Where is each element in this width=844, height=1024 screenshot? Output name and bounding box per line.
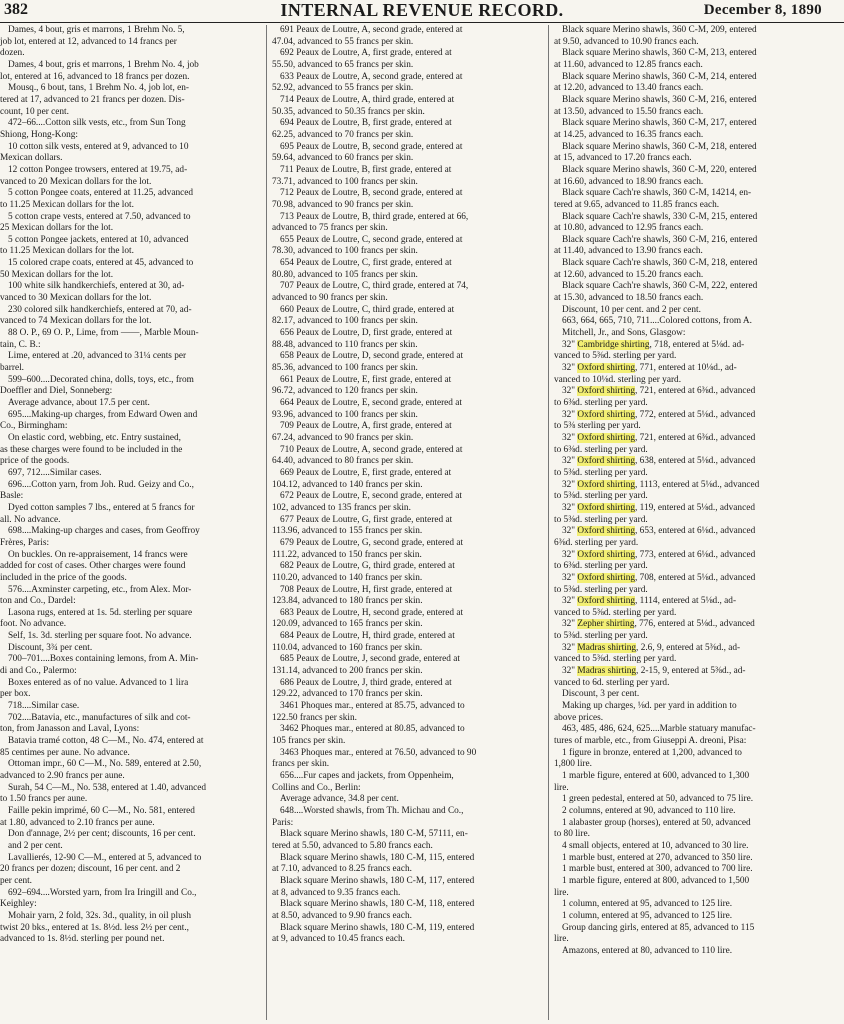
text-line: Dames, 4 bout, gris et marrons, 1 Brehm No. 5, <box>8 25 185 35</box>
text-line: 105 francs per skin. <box>272 736 346 747</box>
text-line: Discount, 10 per cent. and 2 per cent. <box>562 304 701 315</box>
text-line: 1 marble bust, entered at 270, advanced to 350 lire. <box>562 852 753 863</box>
text-line: at 14.25, advanced to 16.35 francs each. <box>554 129 704 140</box>
text-line: and 2 per cent. <box>8 840 63 851</box>
text-line: at 10.80, advanced to 12.95 francs each. <box>554 223 704 234</box>
text-line: 1 marble bust, entered at 300, advanced to 700 lire. <box>562 864 753 875</box>
text-line: 686 Peaux de Loutre, J, third grade, entered at <box>280 677 452 688</box>
text-line: 6⅜d. sterling per yard. <box>554 537 639 548</box>
text-line: vanced to 10⅛d. sterling per yard. <box>554 374 682 385</box>
text-line: to 5⅜d. sterling per yard. <box>554 631 648 642</box>
text-line: at 9, advanced to 10.45 francs each. <box>272 934 405 945</box>
text-line: Black square Merino shawls, 360 C-M, 216, entered <box>562 94 757 105</box>
text-line: 696....Cotton yarn, from Joh. Rud. Geizy and Co., <box>8 479 194 490</box>
text-line: 712 Peaux de Loutre, B, second grade, entered at <box>280 188 463 199</box>
text-line: 714 Peaux de Loutre, A, third grade, entered at <box>280 94 455 105</box>
text-line: 10 cotton silk vests, entered at 9, advanced to 10 <box>8 141 189 152</box>
text-line: 50 Mexican dollars for the lot. <box>0 269 114 280</box>
text-line: foot. No advance. <box>0 619 67 630</box>
text-line: 85 centimes per aune. No advance. <box>0 747 130 758</box>
text-line: at 8, advanced to 9.35 francs each. <box>272 887 401 898</box>
text-line: Dames, 4 bout, gris et marrons, 1 Brehm No. 4, job <box>8 59 199 70</box>
text-line: Basle: <box>0 491 24 502</box>
text-line: Collins and Co., Berlin: <box>272 782 361 793</box>
text-line: Group dancing girls, entered at 85, advanced to 115 <box>562 922 755 933</box>
text-line: Self, 1s. 3d. sterling per square foot. No advance. <box>8 631 192 642</box>
text-line: 1 column, entered at 95, advanced to 125 lire. <box>562 910 733 921</box>
text-line: 70.98, advanced to 90 francs per skin. <box>272 199 414 210</box>
text-line: 2 columns, entered at 90, advanced to 110 lire. <box>562 805 736 816</box>
text-line: 32" Oxford shirting, 773, entered at 6⅛d., advanced <box>562 549 756 560</box>
publication-title: INTERNAL REVENUE RECORD. <box>280 0 564 20</box>
text-line: Making up charges, ⅛d. per yard in addition to <box>562 701 737 712</box>
text-line: 32" Oxford shirting, 1114, entered at 5⅛d., ad- <box>562 596 737 607</box>
text-line: Amazons, entered at 80, advanced to 110 lire. <box>562 945 733 956</box>
text-line: Co., Birmingham: <box>0 421 68 432</box>
text-line: lire. <box>554 887 569 898</box>
page-header <box>0 0 844 23</box>
text-line: 633 Peaux de Loutre, A, second grade, entered at <box>280 71 463 82</box>
text-line: to 6⅜d. sterling per yard. <box>554 444 648 455</box>
text-line: 78.30, advanced to 100 francs per skin. <box>272 246 418 257</box>
text-line: 1 alabaster group (horses), entered at 50, advanced <box>562 817 751 828</box>
text-line: at 7.10, advanced to 8.25 francs each. <box>272 864 412 875</box>
text-line: 679 Peaux de Loutre, G, second grade, entered at <box>280 537 464 548</box>
text-line: 654 Peaux de Loutre, C, first grade, entered at <box>280 258 452 269</box>
text-line: lot, entered at 16, advanced to 18 francs per dozen. <box>0 71 190 82</box>
text-line: 698....Making-up charges and cases, from Geoffroy <box>8 526 200 537</box>
search-highlight: Oxford shirting <box>577 386 636 397</box>
text-line: Average advance, 34.8 per cent. <box>280 794 399 805</box>
text-line: Don d'annage, 2½ per cent; discounts, 16 per cent. <box>8 829 196 840</box>
text-line: 110.20, advanced to 140 francs per skin. <box>272 572 423 583</box>
text-line: tain, C. B.: <box>0 339 41 350</box>
text-line: ton and Co., Dardel: <box>0 596 76 607</box>
text-line: above prices. <box>554 712 604 723</box>
search-highlight: Oxford shirting <box>577 456 636 467</box>
text-line: 73.71, advanced to 100 francs per skin. <box>272 176 418 187</box>
text-line: 710 Peaux de Loutre, A, second grade, entered at <box>280 444 463 455</box>
text-line: 82.17, advanced to 100 francs per skin. <box>272 316 418 327</box>
text-line: 230 colored silk handkerchiefs, entered at 70, ad- <box>8 304 192 315</box>
text-line: vanced to 30 Mexican dollars for the lot. <box>0 293 152 304</box>
text-line: 52.92, advanced to 55 francs per skin. <box>272 83 414 94</box>
text-line: 1 marble figure, entered at 600, advanced to 1,300 <box>562 771 750 781</box>
text-line: included in the price of the goods. <box>0 572 127 583</box>
text-line: 62.25, advanced to 70 francs per skin. <box>272 129 414 140</box>
text-line: 708 Peaux de Loutre, H, first grade, entered at <box>280 584 453 595</box>
text-line: Black square Merino shawls, 360 C-M, 217, entered <box>562 118 757 129</box>
text-line: Average advance, about 17.5 per cent. <box>8 398 150 408</box>
text-line: at 15.30, advanced to 18.50 francs each. <box>554 293 704 304</box>
text-line: 32" Zepher shirting, 776, entered at 5⅛d., advanced <box>562 619 755 630</box>
text-line: dozen. <box>0 48 25 59</box>
text-line: 93.96, advanced to 100 francs per skin. <box>272 409 418 420</box>
search-highlight: Oxford shirting <box>577 432 636 443</box>
text-line: lire. <box>554 782 569 793</box>
text-line: all. No advance. <box>0 514 61 525</box>
text-line: 67.24, advanced to 90 francs per skin. <box>272 432 414 443</box>
text-line: 1 figure in bronze, entered at 1,200, advanced to <box>562 747 742 758</box>
text-line: 32" Oxford shirting, 638, entered at 5⅛d., advanced <box>562 456 756 467</box>
text-line: added for cost of cases. Other charges were found <box>0 561 186 572</box>
text-line: at 12.60, advanced to 15.20 francs each. <box>554 269 704 280</box>
text-line: 5 cotton crape vests, entered at 7.50, advanced to <box>8 211 191 222</box>
text-line: 64.40, advanced to 80 francs per skin. <box>272 456 414 467</box>
text-line: to 5⅜d. sterling per yard. <box>554 514 648 525</box>
text-line: to 11.25 Mexican dollars for the lot. <box>0 199 134 210</box>
text-line: Lasona rugs, entered at 1s. 5d. sterling per square <box>8 607 193 618</box>
text-line: twist 20 bks., entered at 1s. 8½d. less 2½ per cent., <box>0 922 190 933</box>
text-line: per box. <box>0 689 31 700</box>
text-line: 709 Peaux de Loutre, A, first grade, entered at <box>280 421 452 432</box>
text-line: count, 10 per cent. <box>0 106 69 117</box>
text-line: Doeffler and Diel, Sonneberg: <box>0 386 113 397</box>
text-line: advanced to 2.90 francs per aune. <box>0 771 125 781</box>
text-line: 599–600....Decorated china, dolls, toys, etc., from <box>8 374 194 385</box>
issue-date: December 8, 1890 <box>703 2 822 18</box>
text-line: Mohair yarn, 2 fold, 32s. 3d., quality, in oil plush <box>8 910 191 921</box>
text-line: 713 Peaux de Loutre, B, third grade, entered at 66, <box>280 211 469 222</box>
text-line: advanced to 75 francs per skin. <box>272 223 388 234</box>
text-line: at 8.50, advanced to 9.90 francs each. <box>272 910 412 921</box>
search-highlight: Oxford shirting <box>577 549 636 560</box>
text-line: at 15, advanced to 17.20 francs each. <box>554 153 692 164</box>
text-line: 700–701....Boxes containing lemons, from A. Min- <box>8 654 199 665</box>
middle-column <box>272 25 542 1020</box>
column-divider <box>266 25 267 1020</box>
text-line: at 11.40, advanced to 13.90 francs each. <box>554 246 703 257</box>
text-line: 648....Worsted shawls, from Th. Michau and Co., <box>280 805 464 816</box>
text-line: 694 Peaux de Loutre, B, first grade, entered at <box>280 118 452 129</box>
text-line: to 6⅜d. sterling per yard. <box>554 561 648 572</box>
text-line: 3462 Phoques mar., entered at 80.85, advanced to <box>280 724 465 735</box>
text-line: Black square Cach're shawls, 330 C-M, 215, entered <box>562 211 758 222</box>
text-line: to 5⅜ sterling per yard. <box>554 421 641 432</box>
text-line: 1 marble figure, entered at 800, advanced to 1,500 <box>562 875 750 886</box>
text-line: vanced to 5⅜d. sterling per yard. <box>554 351 677 362</box>
text-line: 707 Peaux de Loutre, C, third grade, entered at 74, <box>280 281 469 292</box>
text-line: Black square Merino shawls, 180 C-M, 115, entered <box>280 852 475 863</box>
text-line: 131.14, advanced to 200 francs per skin. <box>272 666 423 677</box>
text-line: 472–66....Cotton silk vests, etc., from Sun Tong <box>8 118 186 129</box>
text-line: advanced to 1s. 8½d. sterling per pound net. <box>0 934 165 945</box>
text-line: 684 Peaux de Loutre, H, third grade, entered at <box>280 631 455 642</box>
text-line: 129.22, advanced to 170 francs per skin. <box>272 689 423 700</box>
text-line: Discount, 3¾ per cent. <box>8 642 93 653</box>
text-line: 123.84, advanced to 180 francs per skin. <box>272 596 423 607</box>
text-line: 110.04, advanced to 160 francs per skin. <box>272 642 423 653</box>
text-line: 576....Axminster carpeting, etc., from Alex. Mor- <box>8 584 192 595</box>
text-line: 32" Oxford shirting, 772, entered at 5⅛d., advanced <box>562 409 756 420</box>
text-line: 32" Oxford shirting, 721, entered at 6⅜d., advanced <box>562 432 756 443</box>
search-highlight: Oxford shirting <box>577 572 636 583</box>
text-line: 55.50, advanced to 65 francs per skin. <box>272 59 414 70</box>
text-line: Mexican dollars. <box>0 153 63 164</box>
text-line: Keighley: <box>0 899 37 910</box>
text-line: 122.50 francs per skin. <box>272 712 357 723</box>
text-line: 104.12, advanced to 140 francs per skin. <box>272 479 423 490</box>
text-line: 111.22, advanced to 150 francs per skin. <box>272 549 422 560</box>
text-line: Black square Merino shawls, 180 C-M, 57111, en- <box>280 829 468 840</box>
text-line: 102, advanced to 135 francs per skin. <box>272 502 411 513</box>
text-line: Ottoman impr., 60 C—M., No. 589, entered at 2.50, <box>8 759 202 770</box>
search-highlight: Cambridge shirting <box>577 339 650 350</box>
text-line: as these charges were found to be included in the <box>0 444 183 455</box>
text-line: 661 Peaux de Loutre, E, first grade, entered at <box>280 374 452 385</box>
text-line: Black square Cach're shawls, 360 C-M, 216, entered <box>562 234 758 245</box>
text-line: at 16.60, advanced to 18.90 francs each. <box>554 176 704 187</box>
text-line: 697, 712....Similar cases. <box>8 467 102 478</box>
text-line: tures of marble, etc., from Giuseppi A. dreoni, Pisa: <box>554 736 747 747</box>
right-column <box>554 25 838 1020</box>
text-line: Black square Merino shawls, 360 C-M, 218, entered <box>562 141 757 152</box>
text-line: 32" Oxford shirting, 721, entered at 6⅜d., advanced <box>562 386 756 397</box>
text-line: 660 Peaux de Loutre, C, third grade, entered at <box>280 304 455 315</box>
search-highlight: Madras shirting <box>577 666 637 677</box>
search-highlight: Oxford shirting <box>577 502 636 513</box>
text-line: 100 white silk handkerchiefs, entered at 30, ad- <box>8 281 185 292</box>
text-line: 32" Oxford shirting, 771, entered at 10⅛d., ad- <box>562 363 737 374</box>
text-line: at 11.60, advanced to 12.85 francs each. <box>554 59 703 70</box>
text-line: 113.96, advanced to 155 francs per skin. <box>272 526 423 537</box>
text-line: Frères, Paris: <box>0 537 50 548</box>
text-line: Black square Merino shawls, 360 C-M, 214, entered <box>562 71 757 82</box>
text-line: 4 small objects, entered at 10, advanced to 30 lire. <box>562 840 749 851</box>
text-line: Paris: <box>272 817 294 828</box>
text-line: 25 Mexican dollars for the lot. <box>0 223 114 234</box>
text-line: 32" Oxford shirting, 1113, entered at 5⅛d., advanced <box>562 479 760 490</box>
search-highlight: Zepher shirting <box>577 619 635 630</box>
text-line: 32" Cambridge shirting, 718, entered at 5⅛d. ad- <box>562 339 745 350</box>
text-line: Surah, 54 C—M., No. 538, entered at 1.40, advanced <box>8 782 207 793</box>
text-line: Dyed cotton samples 7 lbs., entered at 5 francs for <box>8 502 195 513</box>
text-line: 88.48, advanced to 110 francs per skin. <box>272 339 418 350</box>
text-line: 669 Peaux de Loutre, E, first grade, entered at <box>280 467 452 478</box>
text-line: Black square Cach're shawls, 360 C-M, 218, entered <box>562 258 758 269</box>
text-line: 32" Madras shirting, 2.6, 9, entered at 5⅜d., ad- <box>562 642 741 653</box>
text-line: to 11.25 Mexican dollars for the lot. <box>0 246 134 257</box>
text-line: 655 Peaux de Loutre, C, second grade, entered at <box>280 234 463 245</box>
text-line: 695....Making-up charges, from Edward Owen and <box>8 409 198 420</box>
text-line: advanced to 90 francs per skin. <box>272 293 388 304</box>
text-line: Black square Merino shawls, 180 C-M, 117, entered <box>280 875 475 886</box>
text-line: tered at 9.65, advanced to 11.85 francs each. <box>554 199 720 210</box>
text-line: 656....Fur capes and jackets, from Oppenheim, <box>280 771 454 781</box>
text-line: On buckles. On re-appraisement, 14 francs were <box>8 549 188 560</box>
text-line: 682 Peaux de Loutre, G, third grade, entered at <box>280 561 455 572</box>
text-line: 5 cotton Pongee coats, entered at 11.25, advanced <box>8 188 194 199</box>
text-line: 59.64, advanced to 60 francs per skin. <box>272 153 414 164</box>
text-line: 711 Peaux de Loutre, B, first grade, entered at <box>280 164 452 175</box>
search-highlight: Oxford shirting <box>577 409 636 420</box>
text-line: to 5⅜d. sterling per yard. <box>554 491 648 502</box>
text-line: Lime, entered at .20, advanced to 31¼ cents per <box>8 351 187 362</box>
text-line: Batavia tramé cotton, 48 C—M., No. 474, entered at <box>8 736 204 747</box>
text-line: Black square Merino shawls, 360 C-M, 213, entered <box>562 48 757 59</box>
text-line: vanced to 74 Mexican dollars for the lot. <box>0 316 152 327</box>
text-line: 683 Peaux de Loutre, H, second grade, entered at <box>280 607 464 618</box>
text-line: 80.80, advanced to 105 francs per skin. <box>272 269 418 280</box>
text-line: 658 Peaux de Loutre, D, second grade, entered at <box>280 351 464 362</box>
text-line: 692 Peaux de Loutre, A, first grade, entered at <box>280 48 452 59</box>
text-line: Black square Merino shawls, 360 C-M, 209, entered <box>562 25 757 35</box>
text-line: 3461 Phoques mar., entered at 85.75, advanced to <box>280 701 465 712</box>
text-line: Black square Merino shawls, 180 C-M, 118, entered <box>280 899 475 910</box>
text-line: to 5⅜d. sterling per yard. <box>554 584 648 595</box>
text-line: tered at 17, advanced to 21 francs per dozen. Dis- <box>0 94 185 105</box>
text-line: 12 cotton Pongee trowsers, entered at 19.75, ad- <box>8 164 188 175</box>
text-line: 3463 Phoques mar., entered at 76.50, advanced to 90 <box>280 747 477 758</box>
column-divider <box>548 25 549 1020</box>
text-line: 463, 485, 486, 624, 625....Marble statuary manufac- <box>562 724 756 735</box>
text-line: 663, 664, 665, 710, 711....Colored cottons, from A. <box>562 316 752 327</box>
text-line: 685 Peaux de Loutre, J, second grade, entered at <box>280 654 460 665</box>
text-line: vanced to 5⅜d. sterling per yard. <box>554 607 677 618</box>
text-line: 677 Peaux de Loutre, G, first grade, entered at <box>280 514 453 525</box>
text-line: 664 Peaux de Loutre, E, second grade, entered at <box>280 398 462 408</box>
text-line: at 1.80, advanced to 2.10 francs per aune. <box>0 817 155 828</box>
text-line: 32" Oxford shirting, 119, entered at 5⅛d., advanced <box>562 502 755 513</box>
text-line: vanced to 5⅜d. sterling per yard. <box>554 654 677 665</box>
text-line: job lot, entered at 12, advanced to 14 francs per <box>0 36 177 47</box>
text-line: 691 Peaux de Loutre, A, second grade, entered at <box>280 25 463 35</box>
text-line: di and Co., Palermo: <box>0 666 77 677</box>
text-line: to 80 lire. <box>554 829 590 840</box>
text-line: 32" Madras shirting, 2-15, 9, entered at 5⅜d., ad- <box>562 666 746 677</box>
text-line: Black square Cach're shawls, 360 C-M, 222, entered <box>562 281 758 292</box>
search-highlight: Oxford shirting <box>577 479 636 490</box>
text-line: 96.72, advanced to 120 francs per skin. <box>272 386 418 397</box>
text-line: On elastic cord, webbing, etc. Entry sustained, <box>8 432 181 443</box>
text-line: francs per skin. <box>272 759 330 770</box>
text-line: Black square Merino shawls, 360 C-M, 220, entered <box>562 164 757 175</box>
text-line: Discount, 3 per cent. <box>562 689 640 700</box>
text-line: barrel. <box>0 363 25 374</box>
text-line: 20 francs per dozen; discount, 16 per cent. and 2 <box>0 864 181 875</box>
text-line: to 5⅜d. sterling per yard. <box>554 467 648 478</box>
left-column <box>0 25 261 1020</box>
search-highlight: Oxford shirting <box>577 526 636 537</box>
text-line: Shiong, Hong-Kong: <box>0 129 78 140</box>
text-line: 692–694....Worsted yarn, from Ira Iringill and Co., <box>8 887 197 898</box>
text-line: 1,800 lire. <box>554 759 592 770</box>
text-line: per cent. <box>0 875 33 886</box>
text-line: lire. <box>554 934 569 945</box>
text-line: vanced to 6d. sterling per yard. <box>554 677 670 688</box>
page-number: 382 <box>4 1 28 18</box>
text-line: to 6⅜d. sterling per yard. <box>554 398 648 408</box>
text-line: tered at 5.50, advanced to 5.80 francs each. <box>272 840 433 851</box>
text-line: 656 Peaux de Loutre, D, first grade, entered at <box>280 328 453 339</box>
search-highlight: Oxford shirting <box>577 363 636 374</box>
text-line: 702....Batavia, etc., manufactures of silk and cot- <box>8 712 191 723</box>
text-line: vanced to 20 Mexican dollars for the lot. <box>0 176 152 187</box>
search-highlight: Oxford shirting <box>577 596 636 607</box>
text-line: 15 colored crape coats, entered at 45, advanced to <box>8 258 194 269</box>
text-line: at 9.50, advanced to 10.90 francs each. <box>554 36 699 47</box>
text-line: 32" Oxford shirting, 708, entered at 5⅛d., advanced <box>562 572 756 583</box>
text-line: 718....Similar case. <box>8 701 80 712</box>
text-line: 85.36, advanced to 100 francs per skin. <box>272 363 418 374</box>
text-line: 88 O. P., 69 O. P., Lime, from ——, Marble Moun- <box>8 328 199 339</box>
text-line: Black square Cach're shawls, 360 C-M, 14214, en- <box>562 188 752 199</box>
text-line: 1 green pedestal, entered at 50, advanced to 75 lire. <box>562 794 754 805</box>
text-line: 32" Oxford shirting, 653, entered at 6⅛d., advanced <box>562 526 756 537</box>
text-line: 120.09, advanced to 165 francs per skin. <box>272 619 423 630</box>
text-line: 50.35, advanced to 50.35 francs per skin. <box>272 106 425 117</box>
text-line: Faille pekin imprimé, 60 C—M., No. 581, entered <box>8 805 195 816</box>
text-line: Black square Merino shawls, 180 C-M, 119, entered <box>280 922 475 933</box>
text-line: 695 Peaux de Loutre, B, second grade, entered at <box>280 141 463 152</box>
text-line: price of the goods. <box>0 456 70 467</box>
text-line: at 13.50, advanced to 15.50 francs each. <box>554 106 704 117</box>
text-line: 47.04, advanced to 55 francs per skin. <box>272 36 414 47</box>
text-line: 5 cotton Pongee jackets, entered at 10, advanced <box>8 234 189 245</box>
text-line: 672 Peaux de Loutre, E, second grade, entered at <box>280 491 462 502</box>
text-line: Boxes entered as of no value. Advanced to 1 lira <box>8 677 189 688</box>
text-line: Lavallierés, 12-90 C—M., entered at 5, advanced to <box>8 852 202 863</box>
text-line: to 1.50 francs per aune. <box>0 794 88 805</box>
text-line: at 12.20, advanced to 13.40 francs each. <box>554 83 704 94</box>
search-highlight: Madras shirting <box>577 642 637 653</box>
text-line: ton, from Janasson and Laval, Lyons: <box>0 724 140 735</box>
text-line: Mitchell, Jr., and Sons, Glasgow: <box>562 328 686 339</box>
text-line: 1 column, entered at 95, advanced to 125 lire. <box>562 899 733 910</box>
text-line: Mousq., 6 bout, tans, 1 Brehm No. 4, job lot, en- <box>8 83 190 94</box>
